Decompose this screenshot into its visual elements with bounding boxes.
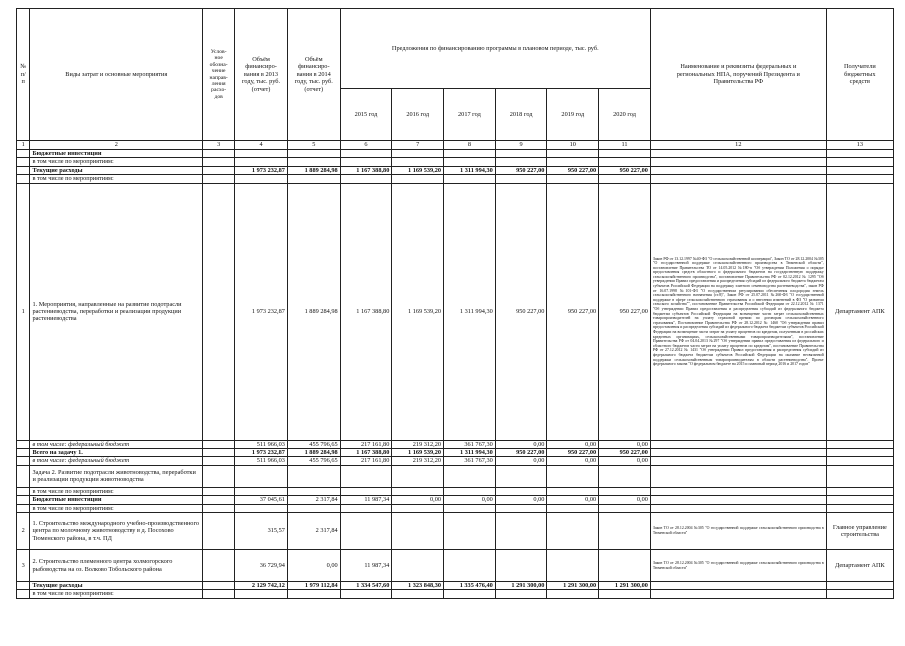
row-value: 950 227,00	[547, 449, 599, 457]
year-header: 2019 год	[547, 89, 599, 141]
row-value	[599, 175, 651, 183]
year-header: 2016 год	[392, 89, 444, 141]
measure-value: 36 729,94	[235, 550, 288, 582]
measure-value: 0,00	[287, 550, 340, 582]
row-code	[203, 449, 235, 457]
row-value	[235, 465, 288, 487]
year-header: 2015 год	[340, 89, 392, 141]
row-code	[203, 150, 235, 158]
row-value: 1 889 284,98	[287, 166, 340, 174]
row-value: 950 227,00	[495, 449, 547, 457]
table-row	[17, 175, 894, 183]
row-value: 1 311 994,30	[444, 166, 496, 174]
row-value	[392, 504, 444, 512]
col-acts-header: Наименование и реквизиты федеральных и региональных НПА, поручений Президента и Правительства РФ	[650, 9, 826, 141]
row-label: в том числе: федеральный бюджет	[30, 457, 203, 465]
col-number: 12	[650, 141, 826, 150]
row-value: 1 973 232,87	[235, 166, 288, 174]
row-value: 511 966,03	[235, 440, 288, 448]
row-value: 455 796,65	[287, 457, 340, 465]
row-value: 361 767,30	[444, 440, 496, 448]
row-value	[599, 487, 651, 495]
col-name-header: Виды затрат и основные мероприятия	[30, 9, 203, 141]
row-value: 1 973 232,87	[235, 449, 288, 457]
measure-recipient: Департамент АПК	[826, 183, 893, 440]
row-value: 1 979 112,84	[287, 582, 340, 590]
table-row	[17, 504, 894, 512]
row-value	[340, 175, 392, 183]
row-acts	[650, 158, 826, 166]
row-value	[547, 158, 599, 166]
row-value	[599, 158, 651, 166]
row-value	[287, 590, 340, 598]
row-value: 219 312,20	[392, 457, 444, 465]
measure-acts: Закон ТО от 28.12.2004 №305 "О государственной поддержке сельскохозяйственного производства в Тюменской области"	[650, 513, 826, 550]
row-label: в том числе по мероприятиям:	[30, 504, 203, 512]
row-value	[235, 158, 288, 166]
measure-value: 11 987,34	[340, 550, 392, 582]
row-value: 1 169 539,20	[392, 449, 444, 457]
year-header: 2017 год	[444, 89, 496, 141]
row-code	[203, 582, 235, 590]
row-value	[287, 487, 340, 495]
row-value	[547, 487, 599, 495]
row-value: 1 889 284,98	[287, 449, 340, 457]
row-value	[287, 504, 340, 512]
row-code	[203, 487, 235, 495]
row-value	[235, 175, 288, 183]
measure-name: 2. Строительство племенного центра холмогорского рыбоводства на оз. Волково Тобольского района	[30, 550, 203, 582]
row-value	[444, 487, 496, 495]
year-header: 2020 год	[599, 89, 651, 141]
row-value: 11 987,34	[340, 496, 392, 504]
column-number-row	[17, 141, 894, 150]
row-value: 950 227,00	[599, 166, 651, 174]
measure-row	[17, 183, 894, 440]
row-value	[340, 150, 392, 158]
row-value: 1 167 388,80	[340, 449, 392, 457]
row-value	[287, 150, 340, 158]
col-number: 4	[235, 141, 288, 150]
row-value: 0,00	[392, 496, 444, 504]
measure-value: 315,57	[235, 513, 288, 550]
row-num	[17, 150, 30, 158]
row-value: 361 767,30	[444, 457, 496, 465]
row-label: в том числе по мероприятиям:	[30, 487, 203, 495]
row-num	[17, 440, 30, 448]
col-number: 5	[287, 141, 340, 150]
row-recipient	[826, 504, 893, 512]
row-value: 1 167 388,80	[340, 166, 392, 174]
col-number: 2	[30, 141, 203, 150]
measure-value	[495, 550, 547, 582]
row-recipient	[826, 465, 893, 487]
row-value	[444, 175, 496, 183]
row-code	[203, 504, 235, 512]
row-num	[17, 487, 30, 495]
row-value: 219 312,20	[392, 440, 444, 448]
row-recipient	[826, 440, 893, 448]
row-value: 0,00	[444, 496, 496, 504]
row-value: 1 291 300,00	[599, 582, 651, 590]
row-value	[340, 158, 392, 166]
row-value	[287, 465, 340, 487]
measure-value: 1 889 284,98	[287, 183, 340, 440]
table-row	[17, 440, 894, 448]
row-value	[444, 504, 496, 512]
row-value: 37 045,61	[235, 496, 288, 504]
row-value	[340, 465, 392, 487]
plan-group-header: Предложения по финансированию программы в плановом периоде, тыс. руб.	[340, 9, 650, 89]
row-label: в том числе по мероприятиям:	[30, 175, 203, 183]
measure-value	[444, 513, 496, 550]
row-value: 0,00	[599, 440, 651, 448]
row-recipient	[826, 150, 893, 158]
row-value	[495, 150, 547, 158]
col-number: 8	[444, 141, 496, 150]
row-value	[495, 590, 547, 598]
row-value	[547, 504, 599, 512]
row-value: 1 334 547,60	[340, 582, 392, 590]
measure-value	[444, 550, 496, 582]
row-recipient	[826, 487, 893, 495]
financing-table	[16, 8, 894, 599]
measure-code	[203, 550, 235, 582]
table-row	[17, 487, 894, 495]
row-num	[17, 457, 30, 465]
measure-recipient: Главное управление строительства	[826, 513, 893, 550]
measure-value: 1 169 539,20	[392, 183, 444, 440]
row-label: Задача 2. Развитие подотрасли животноводства, переработки и реализации продукции животноводства	[30, 465, 203, 487]
table-row	[17, 166, 894, 174]
row-num	[17, 582, 30, 590]
row-value: 950 227,00	[495, 166, 547, 174]
measure-value	[495, 513, 547, 550]
row-recipient	[826, 496, 893, 504]
col-number: 9	[495, 141, 547, 150]
col-number: 10	[547, 141, 599, 150]
measure-num: 3	[17, 550, 30, 582]
row-acts	[650, 496, 826, 504]
measure-value	[547, 550, 599, 582]
row-acts	[650, 449, 826, 457]
row-value: 0,00	[495, 440, 547, 448]
measure-name: 1. Строительство международного учебно-производственного центра по молочному животноводству в д. Посохово Тюменского района, в т.ч. ПД	[30, 513, 203, 550]
col-2014-header: Объём финансиро- вания в 2014 году, тыс. руб. (отчет)	[287, 9, 340, 141]
row-label: в том числе: федеральный бюджет	[30, 440, 203, 448]
row-acts	[650, 582, 826, 590]
col-recipients-header: Получатели бюджетных средств	[826, 9, 893, 141]
row-value: 0,00	[495, 496, 547, 504]
row-value	[392, 590, 444, 598]
row-value	[235, 150, 288, 158]
row-num	[17, 158, 30, 166]
col-number: 7	[392, 141, 444, 150]
measure-recipient: Департамент АПК	[826, 550, 893, 582]
row-acts	[650, 504, 826, 512]
row-value	[444, 590, 496, 598]
measure-num: 2	[17, 513, 30, 550]
row-recipient	[826, 158, 893, 166]
measure-value: 950 227,00	[599, 183, 651, 440]
row-value: 217 161,80	[340, 457, 392, 465]
row-value: 1 311 994,30	[444, 449, 496, 457]
row-value	[444, 158, 496, 166]
measure-value	[547, 513, 599, 550]
row-value: 0,00	[547, 457, 599, 465]
row-value	[287, 175, 340, 183]
row-code	[203, 158, 235, 166]
measure-row	[17, 550, 894, 582]
row-label: Текущие расходы	[30, 166, 203, 174]
row-label: в том числе по мероприятиям:	[30, 590, 203, 598]
row-code	[203, 457, 235, 465]
row-value: 950 227,00	[547, 166, 599, 174]
row-value: 0,00	[599, 457, 651, 465]
row-value	[340, 487, 392, 495]
row-value	[392, 150, 444, 158]
row-value: 0,00	[599, 496, 651, 504]
measure-value: 950 227,00	[547, 183, 599, 440]
row-num	[17, 590, 30, 598]
row-acts	[650, 150, 826, 158]
row-value	[599, 504, 651, 512]
col-number: 6	[340, 141, 392, 150]
measure-value: 1 311 994,30	[444, 183, 496, 440]
row-value	[547, 465, 599, 487]
row-value	[392, 465, 444, 487]
row-value	[392, 158, 444, 166]
row-recipient	[826, 457, 893, 465]
row-num	[17, 449, 30, 457]
row-value	[547, 150, 599, 158]
row-num	[17, 166, 30, 174]
row-recipient	[826, 175, 893, 183]
row-value: 1 291 300,00	[547, 582, 599, 590]
row-value	[599, 590, 651, 598]
row-value: 2 129 742,12	[235, 582, 288, 590]
row-value	[392, 175, 444, 183]
measure-code	[203, 183, 235, 440]
row-value	[235, 487, 288, 495]
row-acts	[650, 590, 826, 598]
measure-acts: Закон ТО от 28.12.2004 №305 "О государственной поддержке сельскохозяйственного производства в Тюменской области"	[650, 550, 826, 582]
row-recipient	[826, 166, 893, 174]
row-label: Всего на задачу 1.	[30, 449, 203, 457]
measure-name: 1. Мероприятия, направленные на развитие подотрасли растениеводства, переработки и реализации продукции растениеводства	[30, 183, 203, 440]
measure-value: 950 227,00	[495, 183, 547, 440]
table-row	[17, 449, 894, 457]
row-value: 511 966,03	[235, 457, 288, 465]
row-num	[17, 175, 30, 183]
row-acts	[650, 440, 826, 448]
row-code	[203, 175, 235, 183]
measure-value: 1 167 388,80	[340, 183, 392, 440]
col-number: 1	[17, 141, 30, 150]
row-acts	[650, 175, 826, 183]
row-value	[287, 158, 340, 166]
col-number: 3	[203, 141, 235, 150]
row-value	[235, 504, 288, 512]
row-value	[495, 504, 547, 512]
measure-value	[392, 550, 444, 582]
row-value	[444, 150, 496, 158]
row-value: 455 796,65	[287, 440, 340, 448]
row-acts	[650, 465, 826, 487]
row-code	[203, 166, 235, 174]
row-value: 1 323 848,30	[392, 582, 444, 590]
row-value	[392, 487, 444, 495]
measure-value	[392, 513, 444, 550]
table-row	[17, 590, 894, 598]
row-code	[203, 465, 235, 487]
col-number: 13	[826, 141, 893, 150]
row-value	[599, 465, 651, 487]
row-value	[547, 590, 599, 598]
measure-row	[17, 513, 894, 550]
row-value: 2 317,84	[287, 496, 340, 504]
table-row	[17, 496, 894, 504]
row-label: в том числе по мероприятиям:	[30, 158, 203, 166]
row-value: 1 335 476,40	[444, 582, 496, 590]
row-value	[444, 465, 496, 487]
row-value	[495, 158, 547, 166]
measure-value: 1 973 232,87	[235, 183, 288, 440]
row-acts	[650, 487, 826, 495]
row-recipient	[826, 582, 893, 590]
row-code	[203, 440, 235, 448]
row-value: 1 291 300,00	[495, 582, 547, 590]
measure-value	[599, 513, 651, 550]
row-num	[17, 504, 30, 512]
row-acts	[650, 457, 826, 465]
row-value	[340, 590, 392, 598]
row-value: 0,00	[495, 457, 547, 465]
measure-num: 1	[17, 183, 30, 440]
row-value	[235, 590, 288, 598]
measure-acts: Закон РФ от 13.12.1997 №40-ФЗ "О сельскохозяйственной кооперации", Закон ТО от 28.12.2004 №305 "О государственной поддержке сельскохозяйственного производства в Тюменской области", постановление Правительства ТО от 14.05.2012 №180-п "Об утверждении Положения о порядке предоставления средств областного и федерального бюджетов на государственную поддержку сельскохозяйственного производства", постановление Правительства РФ от 02.12.2012 № 1295 "Об утверждении Правил предоставления и распределения субсидий из федерального бюджета бюджетам субъектов Российской Федерации на поддержку элитного семеноводства растениеводства", закон РФ от 16.07.1998 №101-ФЗ "О государственном регулировании обеспечения плодородия земель сельскохозяйственного назначения (ст.8)", Закон РФ от 25.07.2011 №260-ФЗ "О государственной поддержке в сфере сельскохозяйственного страхования и о внесении изменений в ФЗ "О развитии сельского хозяйства"", постановление Правительства Российской Федерации от 22.12.2012 № 1371 "Об утверждении Правил предоставления и распределения субсидий из федерального бюджета бюджетам субъектов Российской Федерации на возмещение части затрат сельскохозяйственных товаропроизводителей на уплату страховой премии по договорам сельскохозяйственного страхования", Постановление Правительства РФ от 28.12.2012 № 1460 "Об утверждении правил предоставления и распределения субсидий из федерального бюджета бюджетам субъектов Российской Федерации на возмещение части затрат на уплату процентов по кредитам, полученным в российских кредитных организациях, сельскохозяйственными товаропроизводителями", постановление Правительства РФ от 04.04.2013 №297 "Об утверждении правил предоставления из федерального и областного бюджетов части затрат на уплату процентов по кредитам", постановление Правительства РФ от 27.12.2012 № 1431 "Об утверждении Правил предоставления и распределения субсидий из федерального бюджета бюджетам субъектов Российской Федерации на оказание несвязанной поддержки сельскохозяйственным товаропроизводителям в области растениеводства". Проект федерального закона "О федеральном бюджете на 2015 и плановый период 2016 и 2017 годов"	[650, 183, 826, 440]
col-number: 11	[599, 141, 651, 150]
row-code	[203, 590, 235, 598]
col-2013-header: Объём финансиро- вания в 2013 году, тыс. руб. (отчет)	[235, 9, 288, 141]
row-value: 0,00	[547, 496, 599, 504]
table-row	[17, 582, 894, 590]
measure-value	[340, 513, 392, 550]
row-recipient	[826, 449, 893, 457]
row-code	[203, 496, 235, 504]
row-acts	[650, 166, 826, 174]
row-value	[547, 175, 599, 183]
year-header: 2018 год	[495, 89, 547, 141]
measure-code	[203, 513, 235, 550]
row-value: 0,00	[547, 440, 599, 448]
measure-value: 2 317,84	[287, 513, 340, 550]
table-row	[17, 457, 894, 465]
row-value	[495, 175, 547, 183]
row-value	[495, 465, 547, 487]
row-label: Бюджетные инвестиции	[30, 496, 203, 504]
col-num-header: № п/п	[17, 9, 30, 141]
row-value	[340, 504, 392, 512]
budget-table-page	[16, 8, 900, 636]
row-label: Бюджетные инвестиции	[30, 150, 203, 158]
row-label: Текущие расходы	[30, 582, 203, 590]
row-num	[17, 465, 30, 487]
row-value	[495, 487, 547, 495]
table-row	[17, 158, 894, 166]
col-basis-header: Услов- ное обозна- чение направ- ления расхо- дов	[203, 9, 235, 141]
row-recipient	[826, 590, 893, 598]
row-num	[17, 496, 30, 504]
row-value: 217 161,80	[340, 440, 392, 448]
row-value: 950 227,00	[599, 449, 651, 457]
row-value: 1 169 539,20	[392, 166, 444, 174]
table-row	[17, 465, 894, 487]
table-row	[17, 150, 894, 158]
measure-value	[599, 550, 651, 582]
row-value	[599, 150, 651, 158]
